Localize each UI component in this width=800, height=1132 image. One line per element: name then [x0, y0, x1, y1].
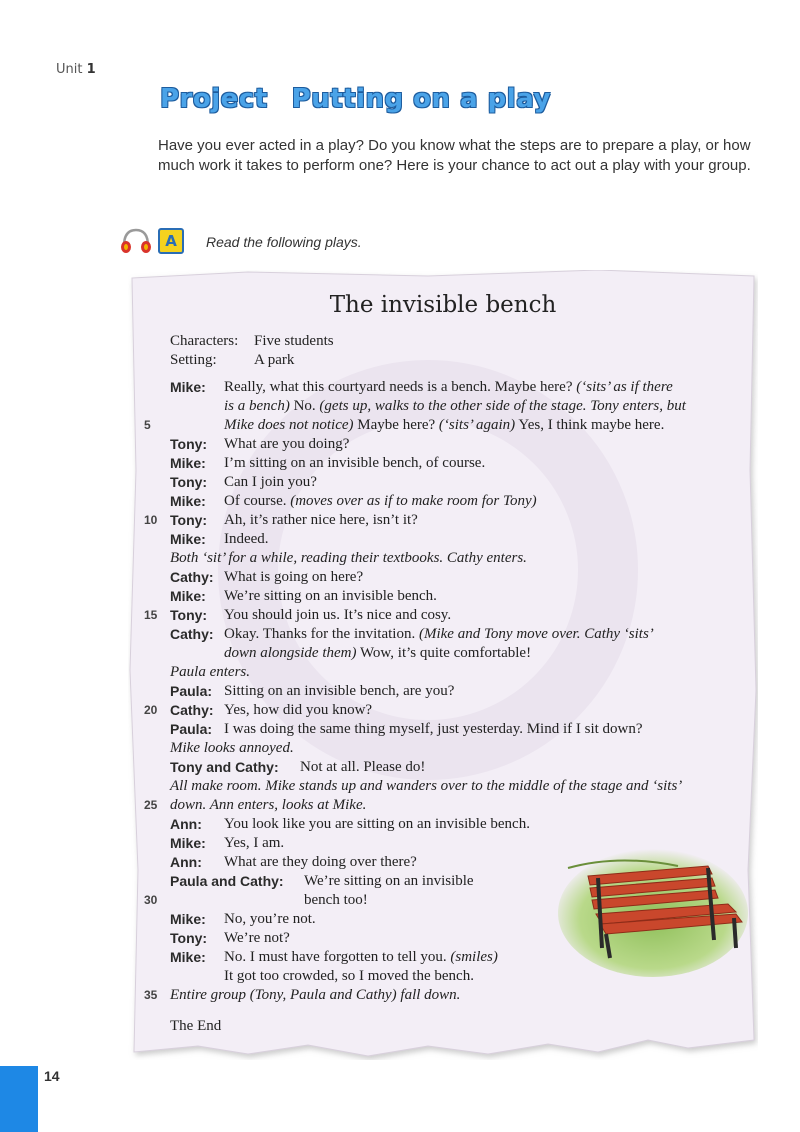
script-line: Mike: Indeed.: [170, 531, 269, 547]
script-line: Mike: No. I must have forgotten to tell you. (smiles): [170, 949, 498, 965]
speaker: Mike:: [170, 531, 206, 547]
speaker: Tony:: [170, 436, 208, 452]
line-number: 10: [144, 513, 158, 527]
stage-direction: Mike looks annoyed.: [170, 740, 294, 756]
page-accent-bar: [0, 1066, 38, 1132]
script-line: It got too crowded, so I moved the bench.: [224, 968, 474, 984]
script-line: Tony: Can I join you?: [170, 474, 317, 490]
setting-label: Setting:: [170, 352, 217, 368]
line-number: 35: [144, 988, 158, 1002]
setting-value: A park: [254, 352, 295, 368]
speaker: Mike:: [170, 493, 206, 509]
script-line: is a bench) No. (gets up, walks to the other side of the stage. Tony enters, but: [224, 398, 686, 414]
script-line: Cathy: What is going on here?: [170, 569, 364, 585]
speaker: Tony:: [170, 930, 208, 946]
park-bench-photo: [558, 848, 748, 978]
page-title: Project Putting on a play: [160, 84, 551, 114]
script-line: Tony and Cathy: Not at all. Please do!: [170, 759, 426, 775]
characters-value: Five students: [254, 333, 334, 349]
script-line: Cathy: Okay. Thanks for the invitation. (Mike and Tony move over. Cathy ‘sits’: [170, 626, 654, 642]
speaker: Tony:: [170, 474, 208, 490]
unit-label: Unit 1: [56, 62, 96, 77]
line-number: 15: [144, 608, 158, 622]
task-instruction: Read the following plays.: [206, 234, 362, 250]
script-line: 30 bench too!: [144, 892, 368, 908]
speaker: Mike:: [170, 911, 206, 927]
script-line: 5 Mike does not notice) Maybe here? (‘sits’ again) Yes, I think maybe here.: [144, 417, 665, 433]
headphones-icon: [118, 226, 154, 256]
line-number: 25: [144, 798, 158, 812]
stage-direction: 25 down. Ann enters, looks at Mike.: [144, 797, 367, 813]
stage-direction: Paula enters.: [170, 664, 250, 680]
script-line: Paula and Cathy: We’re sitting on an invisible: [170, 873, 474, 889]
script-line: Paula: Sitting on an invisible bench, are you?: [170, 683, 455, 699]
line-number: 20: [144, 703, 158, 717]
speaker: Mike:: [170, 835, 206, 851]
speaker: Cathy:: [170, 569, 214, 585]
speaker: Paula and Cathy:: [170, 873, 284, 889]
speaker: Tony:: [170, 512, 208, 528]
section-a-badge: A: [158, 228, 184, 254]
script-line: down alongside them) Wow, it’s quite comfortable!: [224, 645, 532, 661]
script-line: 10 Tony: Ah, it’s rather nice here, isn’t it?: [144, 512, 418, 528]
speaker: Tony:: [170, 607, 208, 623]
script-line: Ann: You look like you are sitting on an invisible bench.: [170, 816, 530, 832]
speaker: Ann:: [170, 854, 202, 870]
page-number: 14: [44, 1068, 60, 1084]
speaker: Paula:: [170, 721, 213, 737]
script-line: 20 Cathy: Yes, how did you know?: [144, 702, 373, 718]
script-line: 15 Tony: You should join us. It’s nice and cosy.: [144, 607, 452, 623]
intro-paragraph: Have you ever acted in a play? Do you know what the steps are to prepare a play, or how much work it takes to perform one? Here is your chance to act out a play with your group.: [158, 137, 751, 174]
speaker: Cathy:: [170, 626, 214, 642]
speaker: Paula:: [170, 683, 213, 699]
script-line: Mike: Yes, I am.: [170, 835, 285, 851]
script-line: Mike: Really, what this courtyard needs is a bench. Maybe here? (‘sits’ as if there: [170, 379, 673, 395]
script-line: Mike: I’m sitting on an invisible bench, of course.: [170, 455, 486, 471]
speaker: Cathy:: [170, 702, 214, 718]
speaker: Ann:: [170, 816, 202, 832]
script-line: Mike: We’re sitting on an invisible bench.: [170, 588, 437, 604]
characters-label: Characters:: [170, 333, 239, 349]
stage-direction: Both ‘sit’ for a while, reading their textbooks. Cathy enters.: [170, 550, 527, 566]
task-row: [118, 226, 518, 256]
play-meta: [170, 332, 334, 370]
line-number: 5: [144, 418, 151, 432]
script-line: Tony: We’re not?: [170, 930, 290, 946]
script-line: Mike: Of course. (moves over as if to make room for Tony): [170, 493, 537, 509]
speaker: Mike:: [170, 455, 206, 471]
play-script-paper: [128, 270, 758, 1060]
speaker: Mike:: [170, 588, 206, 604]
speaker: Mike:: [170, 379, 206, 395]
line-number: 30: [144, 893, 158, 907]
script-line: Paula: I was doing the same thing myself, just yesterday. Mind if I sit down?: [170, 721, 643, 737]
stage-direction: 35 Entire group (Tony, Paula and Cathy) fall down.: [144, 987, 461, 1003]
play-title: The invisible bench: [329, 292, 557, 318]
script-line: Mike: No, you’re not.: [170, 911, 316, 927]
stage-direction: All make room. Mike stands up and wanders over to the middle of the stage and ‘sits’: [170, 778, 683, 794]
speaker: Tony and Cathy:: [170, 759, 279, 775]
script-line: Tony: What are you doing?: [170, 436, 350, 452]
the-end: The End: [170, 1018, 222, 1034]
speaker: Mike:: [170, 949, 206, 965]
script-line: Ann: What are they doing over there?: [170, 854, 417, 870]
